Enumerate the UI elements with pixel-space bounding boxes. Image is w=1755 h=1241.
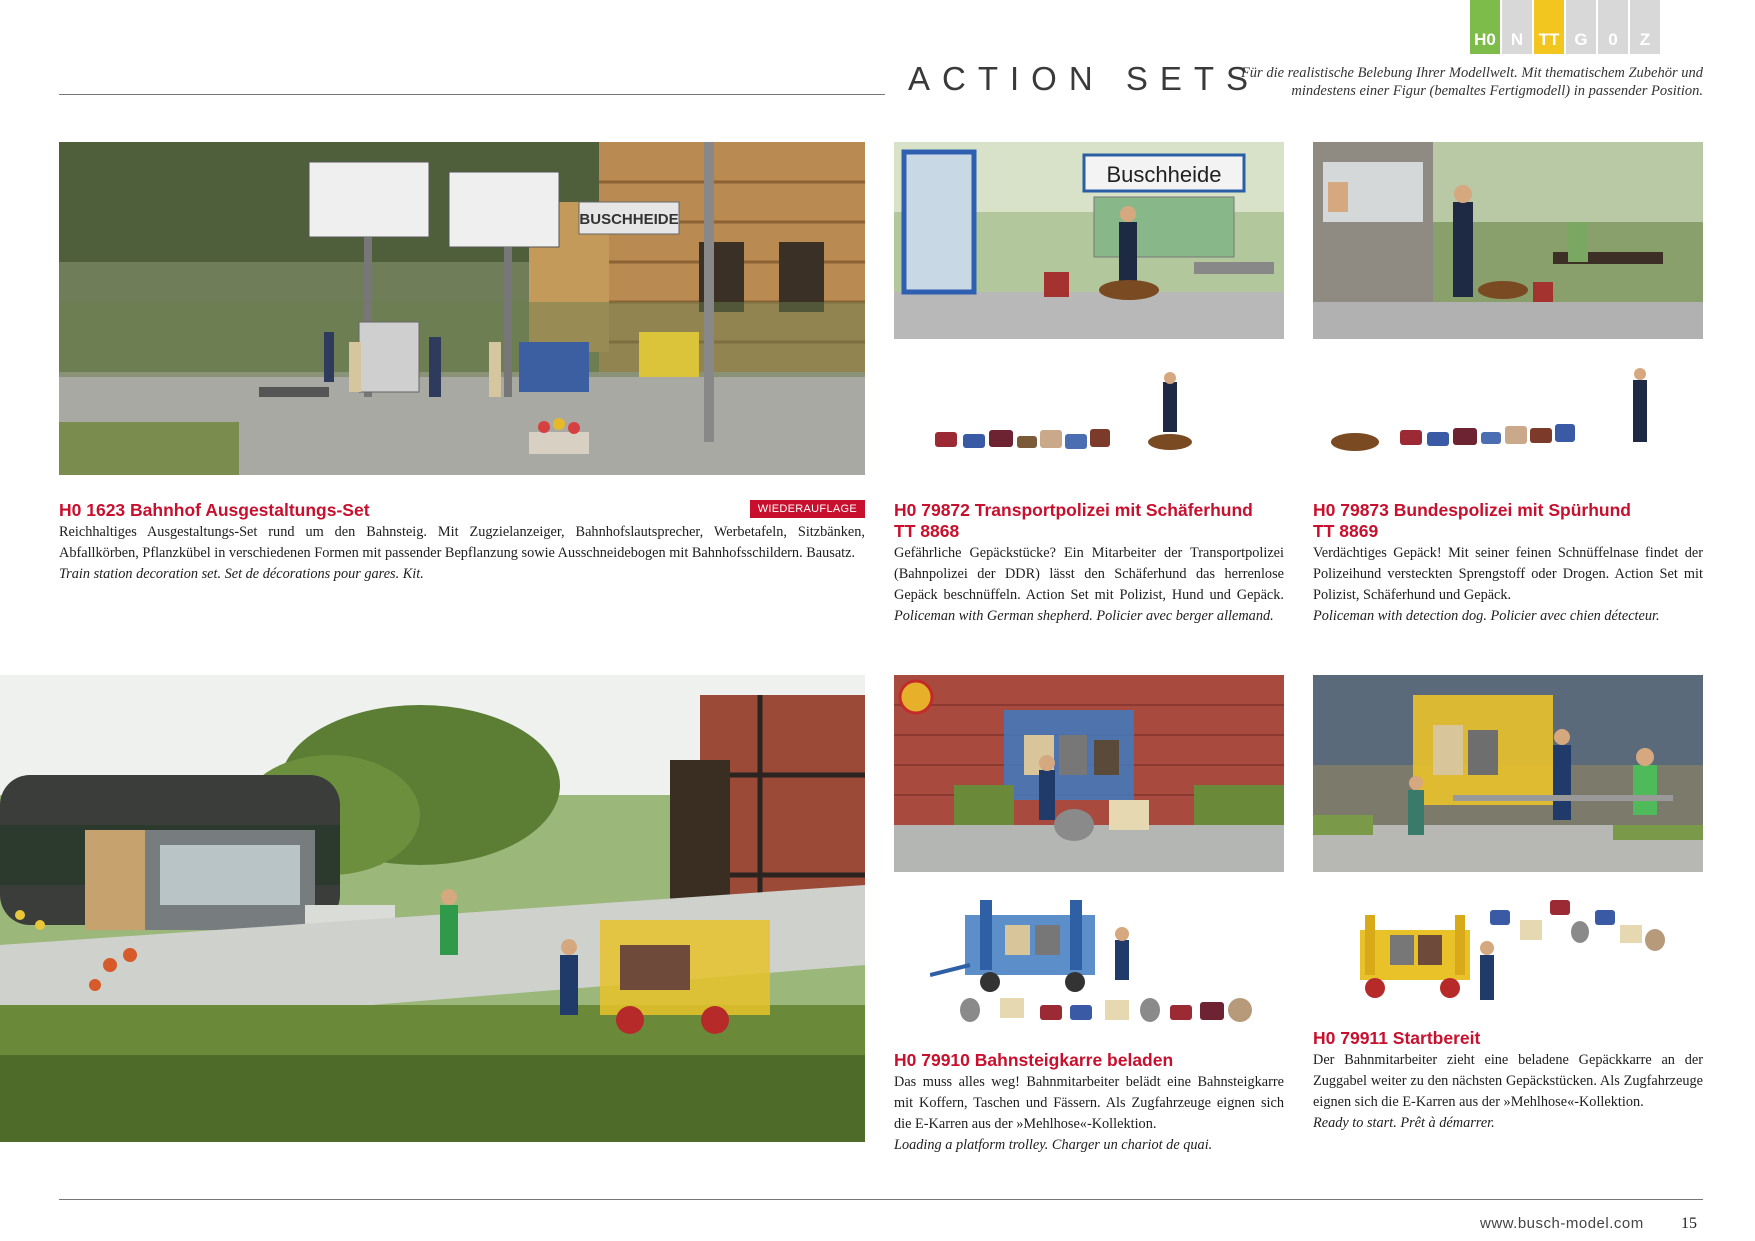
- station-sign-buschheide: BUSCHHEIDE: [579, 211, 679, 228]
- website-link[interactable]: www.busch-model.com: [1480, 1215, 1644, 1232]
- product-title: H0 79873 Bundespolizei mit Spürhund: [1313, 500, 1631, 520]
- description-de: Gefährliche Gepäckstücke? Ein Mitarbeiter der Transportpolizei (Bahnpolizei der DDR) lässt den Schäferhund das herrenlose Gepäck beschnüffeln. Action Set mit Polizist, Hund und Gepäck.: [894, 545, 1284, 603]
- scale-tab-h0: H0: [1470, 0, 1500, 54]
- product-description: [59, 522, 865, 585]
- product-79911: [1313, 1028, 1703, 1134]
- product-title: H0 79911 Startbereit: [1313, 1028, 1481, 1048]
- photo-bundespolizei-product: [1325, 362, 1665, 467]
- product-description: [894, 543, 1284, 627]
- sign-buschheide: Buschheide: [1106, 162, 1222, 187]
- product-title-tt: TT 8869: [1313, 521, 1379, 541]
- product-title: H0 79910 Bahnsteigkarre beladen: [894, 1050, 1174, 1070]
- scale-tab-0: 0: [1598, 0, 1628, 54]
- description-translation: Policeman with detection dog. Policier avec chien détecteur.: [1313, 608, 1660, 624]
- photo-station-layout: [0, 675, 865, 1142]
- scale-tabs: [1470, 0, 1662, 54]
- scale-tab-g: G: [1566, 0, 1596, 54]
- description-de: Verdächtiges Gepäck! Mit seiner feinen Schnüffelnase findet der Polizeihund versteckten Sprengstoff oder Drogen. Action Set mit Polizist, Schäferhund und Gepäck.: [1313, 545, 1703, 603]
- scale-tab-tt: TT: [1534, 0, 1564, 54]
- photo-startbereit-product: [1340, 890, 1680, 1015]
- description-translation: Ready to start. Prêt à démarrer.: [1313, 1115, 1495, 1131]
- scale-tab-z: Z: [1630, 0, 1660, 54]
- product-description: [1313, 1050, 1703, 1134]
- reissue-badge: WIEDERAUFLAGE: [750, 500, 865, 518]
- product-79872: [894, 500, 1284, 627]
- photo-bahnsteigkarre-scene: [894, 675, 1284, 872]
- product-title: H0 1623 Bahnhof Ausgestaltungs-Set: [59, 500, 370, 520]
- description-translation: Loading a platform trolley. Charger un chariot de quai.: [894, 1137, 1213, 1153]
- photo-transportpolizei-scene: [894, 142, 1284, 339]
- page-number: 15: [1681, 1215, 1697, 1232]
- description-de: Das muss alles weg! Bahnmitarbeiter belädt eine Bahnsteigkarre mit Koffern, Taschen und Fässern. Als Zugfahrzeuge eignen sich die E-Karren aus der »Mehlhose«-Kollektion.: [894, 1074, 1284, 1132]
- description-de: Der Bahnmitarbeiter zieht eine beladene Gepäckkarre an der Zuggabel weiter zu den nächsten Gepäckstücken. Als Zugfahrzeuge eignen sich die E-Karren aus der »Mehlhose«-Kollektion.: [1313, 1052, 1703, 1110]
- description-translation: Train station decoration set. Set de décorations pour gares. Kit.: [59, 566, 424, 582]
- intro-text: Für die realistische Belebung Ihrer Modellwelt. Mit thematischem Zubehör und mindestens einer Figur (bemaltes Fertigmodell) in passender Position.: [1240, 65, 1703, 99]
- photo-bundespolizei-scene: [1313, 142, 1703, 339]
- product-description: [894, 1072, 1284, 1156]
- product-description: [1313, 543, 1703, 627]
- description-de: Reichhaltiges Ausgestaltungs-Set rund um den Bahnsteig. Mit Zugzielanzeiger, Bahnhofslautsprecher, Werbetafeln, Sitzbänken, Abfallkörben, Pflanzkübel in verschiedenen Formen mit passender Bepflanzung sowie Ausschneidebogen mit Bahnhofsschildern. Bausatz.: [59, 524, 865, 561]
- product-79873: [1313, 500, 1703, 627]
- footer-divider: [59, 1199, 1703, 1200]
- product-79910: [894, 1050, 1284, 1156]
- photo-bahnsteigkarre-product: [930, 890, 1275, 1035]
- product-title-tt: TT 8868: [894, 521, 960, 541]
- photo-startbereit-scene: [1313, 675, 1703, 872]
- photo-transportpolizei-product: [925, 372, 1230, 467]
- scale-tab-n: N: [1502, 0, 1532, 54]
- product-title: H0 79872 Transportpolizei mit Schäferhund: [894, 500, 1253, 520]
- page-title: ACTION SETS: [908, 60, 1261, 97]
- description-translation: Policeman with German shepherd. Policier avec berger allemand.: [894, 608, 1274, 624]
- header-divider: [59, 94, 885, 95]
- product-1623: [59, 500, 865, 585]
- photo-bahnhof-set: [59, 142, 865, 475]
